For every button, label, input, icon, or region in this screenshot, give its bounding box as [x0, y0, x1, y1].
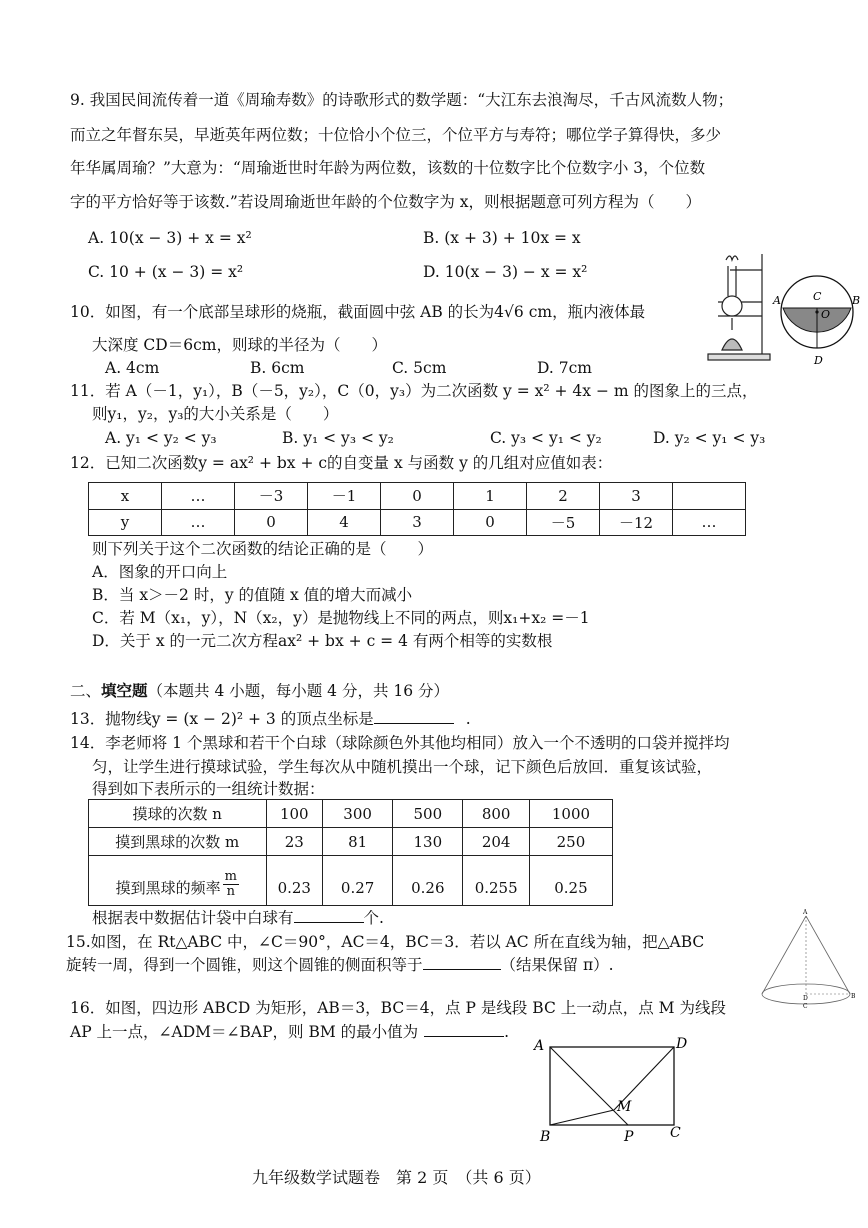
table-cell: 500 [393, 800, 463, 828]
q15-cone-figure [758, 906, 858, 1012]
table-cell: … [162, 483, 235, 510]
q16-line-2-post: . [504, 1023, 510, 1041]
q12-option-c: C．若 M（x₁，y），N（x₂，y）是抛物线上不同的两点，则x₁+x₂ =－1 [92, 609, 590, 627]
q12-option-b: B．当 x＞－2 时，y 的值随 x 值的增大而减小 [92, 586, 413, 604]
table-cell: 204 [463, 828, 530, 856]
q10-label-d: D [814, 354, 823, 367]
q11-line-1: 11．若 A（－1，y₁），B（－5，y₂），C（0，y₃）为二次函数 y = x² + 4x − m 的图象上的三点， [70, 382, 758, 400]
q9-line-4: 字的平方恰好等于该数.”若设周瑜逝世年龄的个位数字为 x，则根据题意可列方程为（ ） [70, 193, 702, 211]
q9-line-1: 9. 我国民间流传着一道《周瑜寿数》的诗歌形式的数学题：“大江东去浪淘尽，千古风流数人物； [70, 91, 734, 109]
fraction-denominator: n [226, 884, 235, 899]
table-cell: 3 [600, 483, 673, 510]
frequency-label: 摸到黑球的频率 [115, 879, 221, 897]
q10-label-o: O [821, 308, 831, 321]
q16-label-p: P [624, 1129, 634, 1144]
q9-line-3: 年华属周瑜？”大意为：“周瑜逝世时年龄为两位数，该数的十位数字比个位数字小 3，个位数 [70, 159, 706, 177]
answer-blank[interactable] [374, 708, 454, 724]
table-cell: 0 [381, 483, 454, 510]
table-cell [673, 483, 746, 510]
frequency-fraction [223, 870, 239, 899]
q12-value-table [88, 482, 746, 536]
q16-label-d: D [676, 1036, 688, 1052]
q16-label-a: A [534, 1038, 545, 1054]
q14-statistics-table [88, 799, 613, 906]
q10-line-2: 大深度 CD＝6cm，则球的半径为（ ） [92, 336, 387, 354]
table-cell: 100 [266, 800, 323, 828]
q9-option-a: A. 10(x − 3) + x = x² [88, 229, 252, 247]
q10-line-1: 10．如图，有一个底部呈球形的烧瓶，截面圆中弦 AB 的长为4√6 cm，瓶内液体最 [70, 303, 646, 321]
q11-option-c: C. y₃ < y₁ < y₂ [490, 429, 602, 447]
table-row [89, 856, 613, 906]
q10-figure [700, 246, 862, 370]
table-cell: 3 [381, 509, 454, 536]
table-cell: －12 [600, 509, 673, 536]
table-cell: 0.27 [323, 856, 393, 906]
table-cell: 4 [308, 509, 381, 536]
q15-label-b: B [851, 993, 856, 1000]
table-cell: 0.26 [393, 856, 463, 906]
q14-line-1: 14．李老师将 1 个黑球和若干个白球（球除颜色外其他均相同）放入一个不透明的口袋并搅拌均 [70, 734, 730, 752]
section-heading [70, 679, 449, 703]
q15-label-a: A [803, 909, 808, 916]
answer-blank[interactable] [424, 1021, 504, 1037]
section-note: （本题共 4 小题，每小题 4 分，共 16 分） [147, 682, 450, 700]
q12-prompt: 则下列关于这个二次函数的结论正确的是（ ） [92, 540, 434, 558]
table-cell: －5 [527, 509, 600, 536]
table-cell: 0.23 [266, 856, 323, 906]
table-row [89, 800, 613, 828]
page-footer: 九年级数学试题卷 第 2 页 （共 6 页） [252, 1168, 541, 1187]
q12-option-d: D．关于 x 的一元二次方程ax² + bx + c = 4 有两个相等的实数根 [92, 632, 553, 650]
q16-line-1: 16．如图，四边形 ABCD 为矩形，AB＝3，BC＝4，点 P 是线段 BC 上一动点，点 M 为线段 [70, 999, 726, 1017]
fraction-numerator: m [224, 869, 237, 884]
q15-label-d: D [803, 995, 808, 1002]
table-cell: 摸球的次数 n [89, 800, 267, 828]
table-cell: 130 [393, 828, 463, 856]
q15-line-1: 15.如图，在 Rt△ABC 中，∠C＝90°，AC＝4，BC＝3．若以 AC 所在直线为轴，把△ABC [66, 933, 705, 951]
q10-option-c: C. 5cm [392, 359, 447, 377]
q12-line-1: 12．已知二次函数y = ax² + bx + c的自变量 x 与函数 y 的几组对应值如表： [70, 454, 613, 472]
table-cell: 1 [454, 483, 527, 510]
section-title: 填空题 [101, 681, 148, 700]
q15-label-c: C [803, 1003, 808, 1010]
table-cell: 摸到黑球的次数 m [89, 828, 267, 856]
table-cell: 81 [323, 828, 393, 856]
q13 [70, 707, 471, 731]
table-cell: 2 [527, 483, 600, 510]
table-cell: 250 [529, 828, 612, 856]
table-cell: －1 [308, 483, 381, 510]
table-cell: 0 [454, 509, 527, 536]
answer-blank[interactable] [294, 907, 364, 923]
q9-option-d: D. 10(x − 3) − x = x² [423, 263, 588, 281]
answer-blank[interactable] [423, 954, 501, 970]
table-row [89, 509, 746, 536]
table-cell: －3 [235, 483, 308, 510]
q11-option-a: A. y₁ < y₂ < y₃ [105, 429, 217, 447]
table-cell: … [673, 509, 746, 536]
q9-option-b: B. (x + 3) + 10x = x [423, 229, 581, 247]
table-cell: 300 [323, 800, 393, 828]
q14-line-3: 得到如下表所示的一组统计数据： [92, 780, 325, 798]
section-prefix: 二、 [70, 682, 102, 700]
q15-line-2 [66, 953, 614, 977]
table-cell: 0 [235, 509, 308, 536]
q16-label-c: C [670, 1125, 681, 1141]
table-row [89, 828, 613, 856]
q16-rectangle-figure [528, 1032, 698, 1144]
q13-text: 13．抛物线y = (x − 2)² + 3 的顶点坐标是 [70, 710, 374, 728]
table-cell: 1000 [529, 800, 612, 828]
q10-option-d: D. 7cm [537, 359, 592, 377]
circle-diagram [772, 276, 860, 367]
q12-option-a: A．图象的开口向上 [92, 563, 228, 581]
q16-label-m: M [617, 1099, 632, 1115]
table-cell: y [89, 509, 162, 536]
q9-option-c: C. 10 + (x − 3) = x² [88, 263, 244, 281]
q14-tail [92, 906, 384, 930]
q14-tail-post: 个. [363, 909, 384, 927]
table-cell: … [162, 509, 235, 536]
q15-line-2-post: （结果保留 π）. [500, 956, 614, 974]
q14-tail-pre: 根据表中数据估计袋中白球有 [92, 909, 294, 927]
q9-line-2: 而立之年督东吴，早逝英年两位数；十位恰小个位三，个位平方与寿符；哪位学子算得快，多少 [70, 126, 722, 144]
q16-line-2-pre: AP 上一点，∠ADM＝∠BAP，则 BM 的最小值为 [70, 1023, 419, 1041]
q16-label-b: B [540, 1129, 551, 1144]
q13-end: . [465, 710, 471, 728]
q11-line-2: 则y₁，y₂，y₃的大小关系是（ ） [92, 405, 339, 423]
q11-option-d: D. y₂ < y₁ < y₃ [653, 429, 766, 447]
q10-option-a: A. 4cm [105, 359, 160, 377]
table-cell: x [89, 483, 162, 510]
q10-label-c: C [813, 290, 822, 303]
flask-stand-illustration [708, 254, 770, 360]
table-cell [89, 856, 267, 906]
table-cell: 0.255 [463, 856, 530, 906]
q10-label-b: B [852, 294, 861, 307]
table-cell: 23 [266, 828, 323, 856]
table-cell: 0.25 [529, 856, 612, 906]
table-row [89, 483, 746, 510]
q14-line-2: 匀，让学生进行摸球试验，学生每次从中随机摸出一个球，记下颜色后放回．重复该试验， [92, 758, 713, 776]
q16-line-2 [70, 1020, 509, 1044]
q10-label-a: A [773, 294, 781, 307]
q15-line-2-pre: 旋转一周，得到一个圆锥，则这个圆锥的侧面积等于 [66, 956, 423, 974]
q10-option-b: B. 6cm [250, 359, 305, 377]
table-cell: 800 [463, 800, 530, 828]
q11-option-b: B. y₁ < y₃ < y₂ [282, 429, 394, 447]
